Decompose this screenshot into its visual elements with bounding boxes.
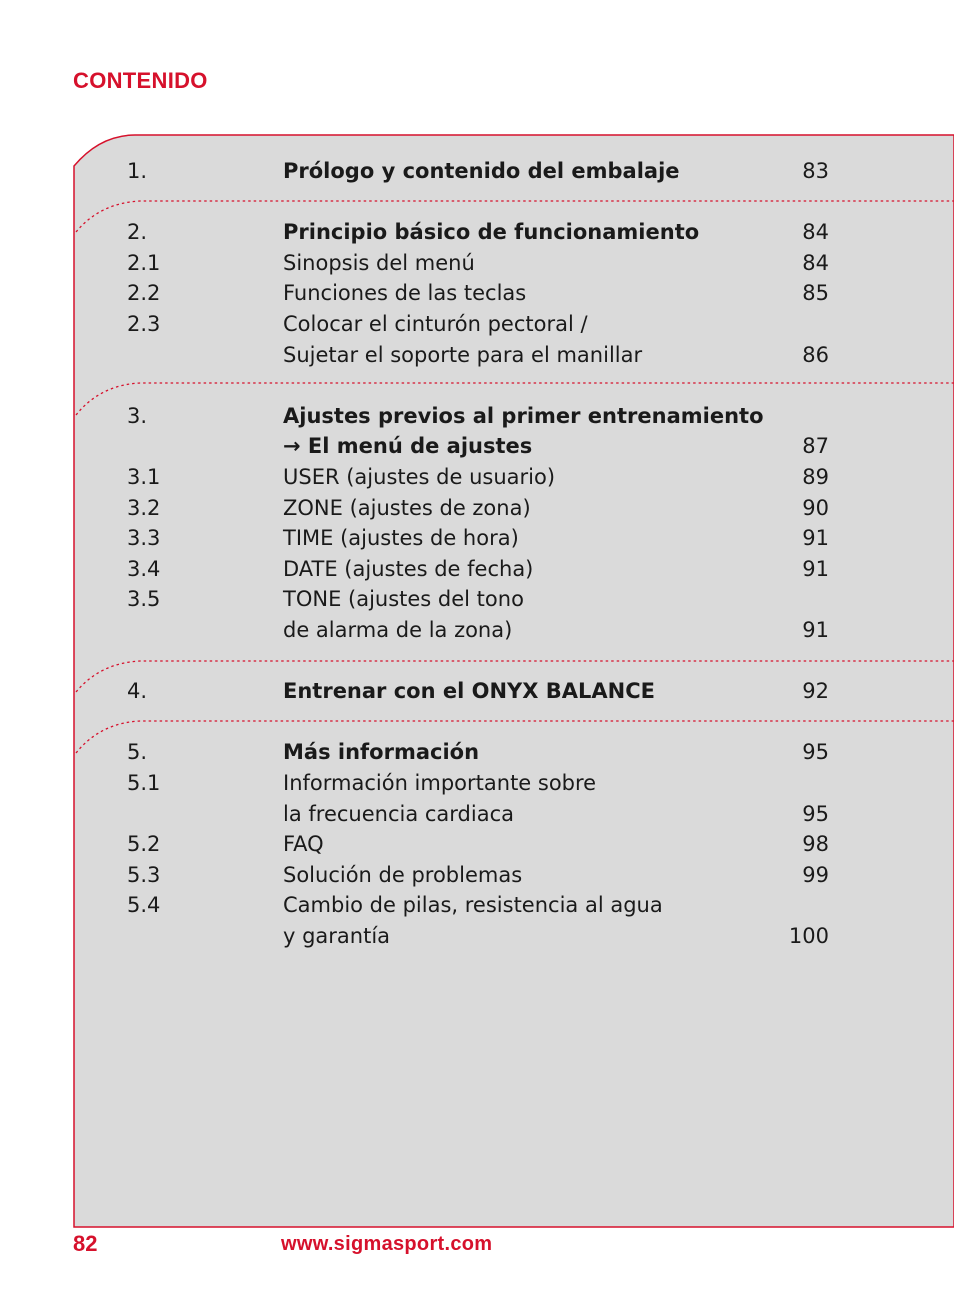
toc-entry-title: Entrenar con el ONYX BALANCE xyxy=(283,679,655,703)
toc-entry-page: 91 xyxy=(802,526,829,550)
toc-entry[interactable] xyxy=(0,278,954,308)
toc-entry-page: 83 xyxy=(802,159,829,183)
toc-entry-title: ZONE (ajustes de zona) xyxy=(283,496,531,520)
toc-entry[interactable] xyxy=(0,340,954,370)
toc-entry-number: 5.2 xyxy=(127,832,161,856)
toc-entry-title: Cambio de pilas, resistencia al agua xyxy=(283,893,663,917)
toc-entry[interactable] xyxy=(0,248,954,278)
toc-entry-title: USER (ajustes de usuario) xyxy=(283,465,556,489)
toc-entry-title: Funciones de las teclas xyxy=(283,281,527,305)
toc-entry[interactable] xyxy=(0,860,954,890)
toc-entry-title: Solución de problemas xyxy=(283,863,523,887)
toc-entry-title: Sinopsis del menú xyxy=(283,251,475,275)
toc-entry[interactable] xyxy=(0,829,954,859)
toc-entry-title: y garantía xyxy=(283,924,391,948)
toc-entry[interactable] xyxy=(0,676,954,706)
toc-entry-number: 2.1 xyxy=(127,251,161,275)
toc-entry[interactable] xyxy=(0,431,954,461)
toc-entry-title: Prólogo y contenido del embalaje xyxy=(283,159,680,183)
toc-entry-page: 84 xyxy=(802,251,829,275)
toc-entry-page: 85 xyxy=(802,281,829,305)
toc-entry-title: la frecuencia cardiaca xyxy=(283,802,514,826)
toc-entry-title: TONE (ajustes del tono xyxy=(283,587,524,611)
toc-entry-page: 90 xyxy=(802,496,829,520)
toc-entry[interactable] xyxy=(0,615,954,645)
toc-entry-number: 4. xyxy=(127,679,148,703)
toc-entry-title: Colocar el cinturón pectoral / xyxy=(283,312,588,336)
toc-entry-title: TIME (ajustes de hora) xyxy=(283,526,519,550)
footer-page-number: 82 xyxy=(73,1231,98,1256)
toc-entry[interactable] xyxy=(0,584,954,614)
toc-entry-title: → El menú de ajustes xyxy=(283,434,533,458)
toc-entry-number: 5.1 xyxy=(127,771,161,795)
toc-entry-title: Principio básico de funcionamiento xyxy=(283,220,700,244)
toc-entry-number: 3.1 xyxy=(127,465,161,489)
toc-entry[interactable] xyxy=(0,737,954,767)
toc-entry-page: 100 xyxy=(788,924,829,948)
toc-entry-title: de alarma de la zona) xyxy=(283,618,513,642)
footer-url[interactable]: www.sigmasport.com xyxy=(281,1233,493,1255)
toc-entry[interactable] xyxy=(0,799,954,829)
toc-entry[interactable] xyxy=(0,401,954,431)
toc-entry[interactable] xyxy=(0,554,954,584)
toc-entry-title: DATE (ajustes de fecha) xyxy=(283,557,534,581)
toc-entry-number: 3.2 xyxy=(127,496,161,520)
toc-entry-number: 2.3 xyxy=(127,312,161,336)
toc-entry[interactable] xyxy=(0,890,954,920)
toc-entry-number: 1. xyxy=(127,159,148,183)
toc-entry[interactable] xyxy=(0,921,954,951)
toc-entry-title: Más información xyxy=(283,740,480,764)
toc-entry-number: 3.3 xyxy=(127,526,161,550)
toc-entry-page: 92 xyxy=(802,679,829,703)
toc-entry-page: 89 xyxy=(802,465,829,489)
toc-entry-page: 84 xyxy=(802,220,829,244)
toc-entry-number: 3.4 xyxy=(127,557,161,581)
toc-entry-title: Sujetar el soporte para el manillar xyxy=(283,343,643,367)
toc-entry[interactable] xyxy=(0,768,954,798)
toc-entry[interactable] xyxy=(0,523,954,553)
toc-entry[interactable] xyxy=(0,309,954,339)
toc-entry-page: 91 xyxy=(802,557,829,581)
toc-entry[interactable] xyxy=(0,493,954,523)
toc-entry-number: 5. xyxy=(127,740,148,764)
toc-entry-title: Información importante sobre xyxy=(283,771,597,795)
toc-entry-page: 95 xyxy=(802,802,829,826)
toc-entry-page: 99 xyxy=(802,863,829,887)
toc-entry-page: 87 xyxy=(802,434,829,458)
toc-entry-title: FAQ xyxy=(283,832,324,856)
toc-entry[interactable] xyxy=(0,462,954,492)
page-heading: CONTENIDO xyxy=(73,68,208,93)
toc-entry-number: 3. xyxy=(127,404,148,428)
toc-entry-page: 98 xyxy=(802,832,829,856)
toc-entry-page: 91 xyxy=(802,618,829,642)
toc-entry-number: 5.3 xyxy=(127,863,161,887)
toc-entry-number: 2.2 xyxy=(127,281,161,305)
toc-entry[interactable] xyxy=(0,217,954,247)
toc-entry-number: 5.4 xyxy=(127,893,161,917)
toc-entry-page: 86 xyxy=(802,343,829,367)
toc-entry-title: Ajustes previos al primer entrenamiento xyxy=(283,404,764,428)
toc-entry[interactable] xyxy=(0,156,954,186)
toc-entry-page: 95 xyxy=(802,740,829,764)
toc-entry-number: 3.5 xyxy=(127,587,161,611)
toc-entry-number: 2. xyxy=(127,220,148,244)
